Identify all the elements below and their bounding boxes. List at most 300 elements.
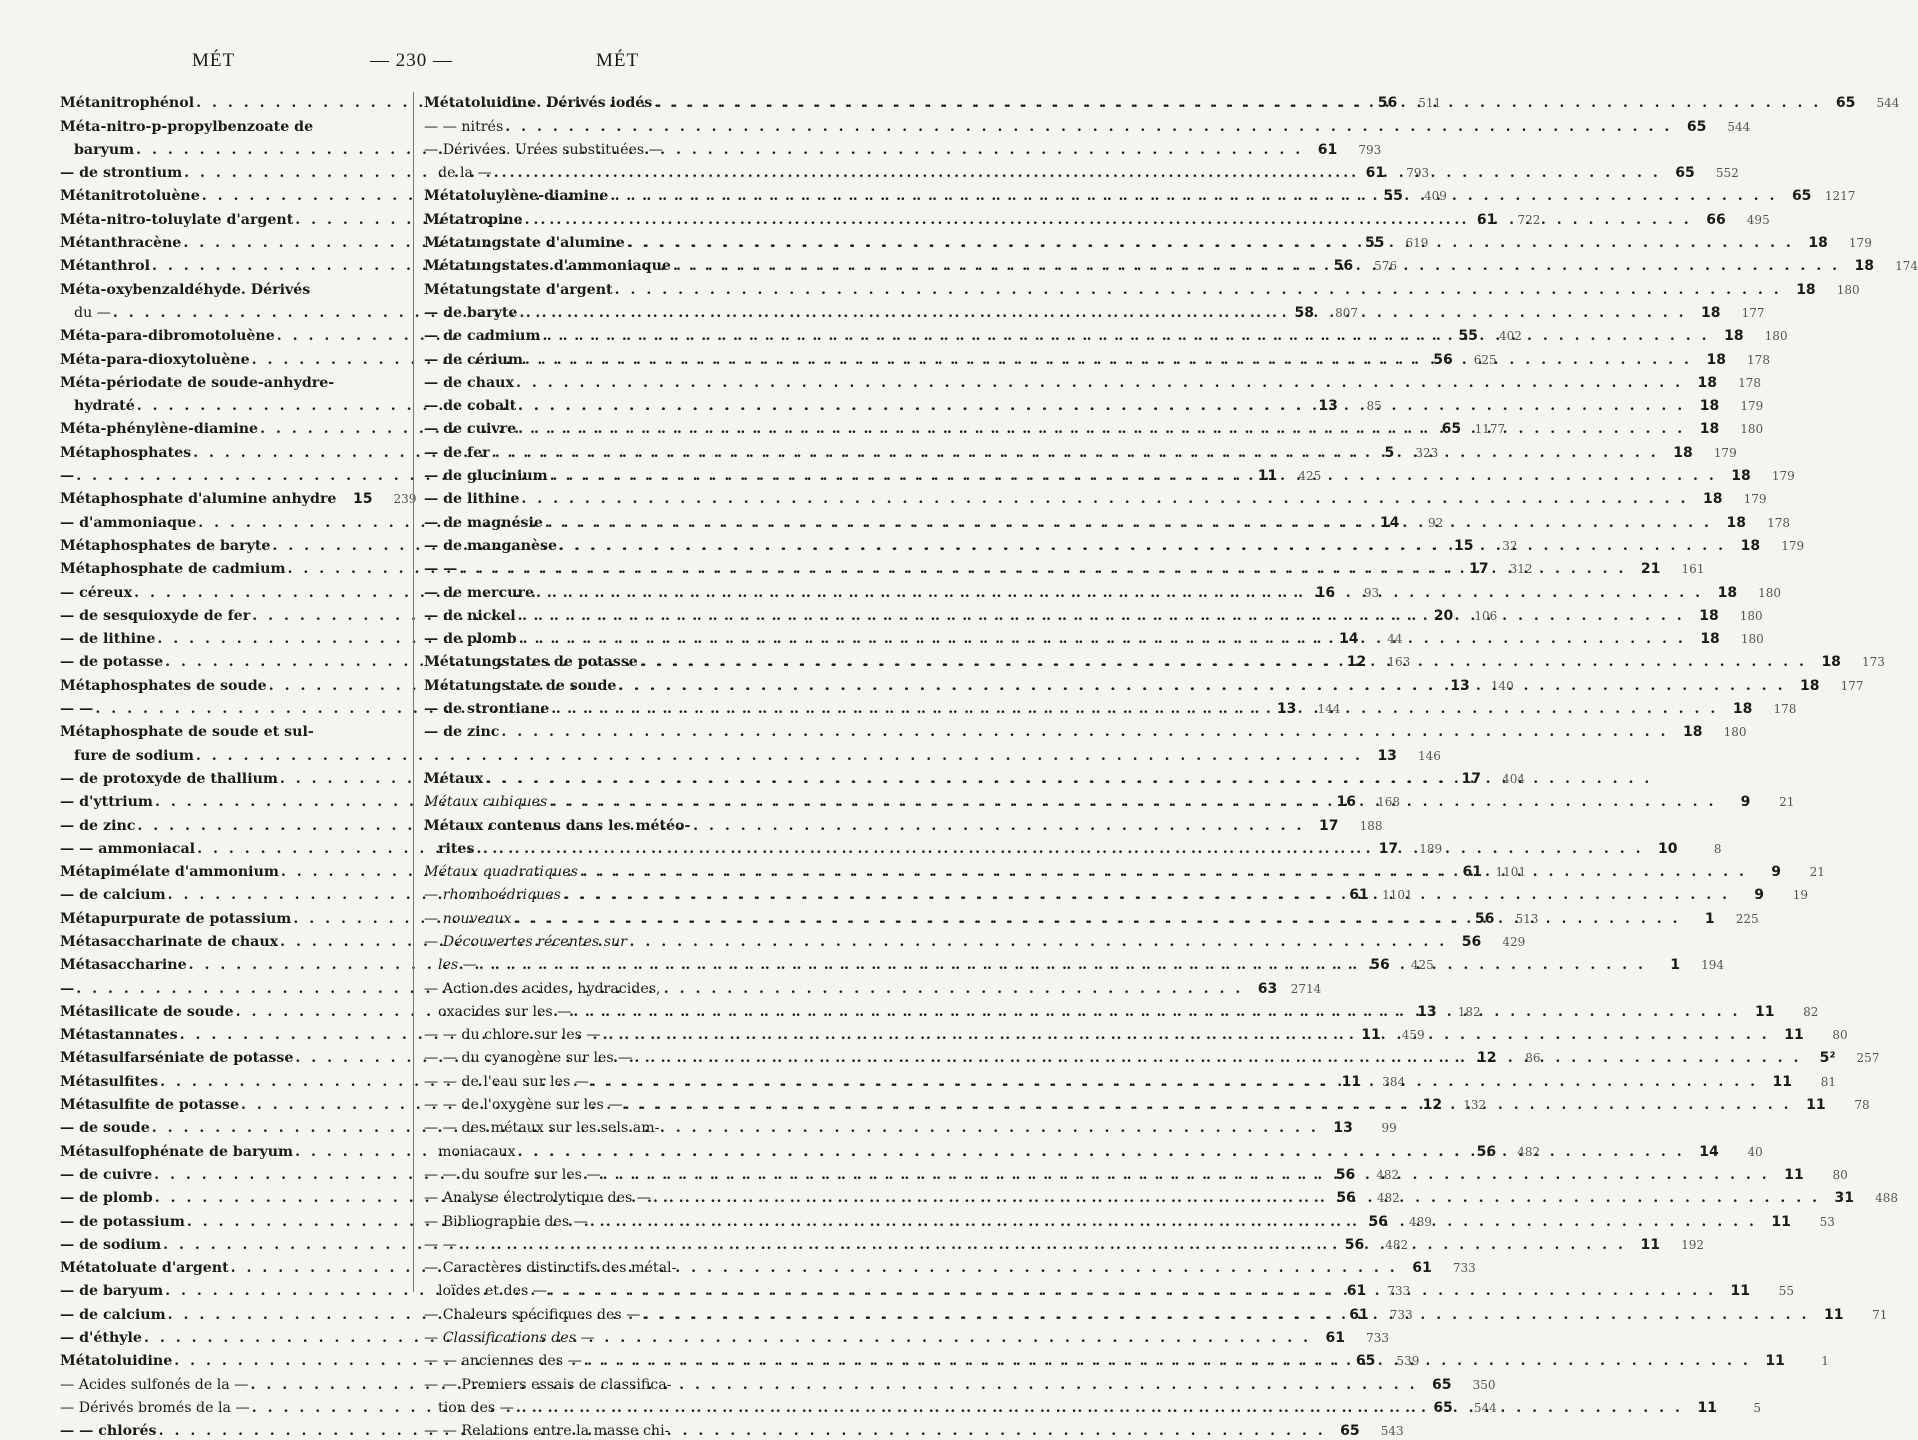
entry-volume: 16: [1315, 584, 1336, 601]
entry-term: Métasilicate de soude: [60, 1003, 234, 1020]
entry-volume: 61: [1325, 1330, 1346, 1347]
entry-page: 179: [1771, 469, 1795, 484]
dot-leader: [563, 887, 1730, 904]
dot-leader: [573, 1004, 1740, 1021]
entry-page: 257: [1856, 1051, 1880, 1066]
entry-volume: 9: [1740, 794, 1751, 811]
entry-volume: 61: [1462, 864, 1482, 881]
entry-term: Métaphosphates de soude: [60, 677, 267, 694]
entry-page: 178: [1747, 352, 1770, 367]
dot-leader: [518, 1144, 1685, 1161]
entry-term: Métatropine: [424, 211, 523, 228]
index-entry: [424, 1114, 774, 1137]
entry-volume: 63: [1257, 980, 1278, 997]
entry-page: 5: [1753, 1400, 1761, 1415]
entry-term: Métanthracène: [60, 235, 182, 252]
entry-page: 180: [1739, 608, 1763, 623]
dot-leader: [559, 538, 1726, 555]
entry-volume: 1: [1670, 957, 1680, 974]
dot-leader: [231, 1260, 1398, 1277]
entry-page: 511: [1418, 96, 1442, 111]
dot-leader: [591, 1074, 1758, 1091]
entry-page: 409: [1423, 189, 1447, 204]
entry-volume: 1: [1704, 910, 1715, 927]
page-number: — 230 —: [370, 50, 453, 71]
entry-volume: 65: [1791, 188, 1812, 205]
entry-term: — de lithine: [424, 491, 520, 508]
entry-volume: 18: [1673, 444, 1693, 461]
index-entry: [424, 765, 774, 788]
entry-page: 179: [1848, 236, 1872, 251]
entry-page: 180: [1764, 329, 1788, 344]
dot-leader: [521, 491, 1688, 508]
entry-term: — Dérivées. Urées substituées —: [424, 141, 663, 158]
entry-term: — d'éthyle: [60, 1330, 142, 1347]
index-entry: [424, 1370, 774, 1393]
entry-term: — de sesquioxyde de fer: [60, 607, 251, 624]
entry-page: 55: [1778, 1284, 1795, 1299]
entry-volume: 18: [1699, 607, 1719, 624]
entry-term: — —: [60, 701, 94, 718]
entry-term: Métatungstate d'alumine: [424, 235, 625, 252]
entry-volume: 65: [1835, 95, 1856, 112]
entry-page: 482: [1376, 1167, 1400, 1182]
entry-term: Métatungstate de soude: [424, 677, 617, 694]
entry-page: 180: [1723, 725, 1747, 740]
dot-leader: [642, 1307, 1809, 1324]
entry-volume: 56: [1377, 95, 1398, 112]
dot-leader: [514, 911, 1681, 928]
entry-volume: 11: [1784, 1027, 1804, 1044]
entry-volume: 31: [1834, 1190, 1855, 1207]
entry-term: — — Premiers essais de classifica-: [424, 1376, 672, 1393]
entry-volume: 56: [1433, 351, 1453, 368]
entry-volume: 12: [1346, 654, 1367, 671]
entry-page: 179: [1781, 538, 1805, 553]
entry-term: — Analyse électrolytique des —: [424, 1190, 651, 1207]
entry-volume: 65: [1340, 1423, 1360, 1440]
entry-volume: 13: [1333, 1120, 1353, 1137]
entry-term: — — de l'eau sur les —: [424, 1073, 589, 1090]
dot-leader: [550, 468, 1717, 485]
entry-volume: 65: [1441, 421, 1462, 438]
entry-term: Métasaccharine: [60, 957, 187, 974]
entry-volume: 11: [1754, 1003, 1775, 1020]
entry-term: — de baryte: [424, 304, 518, 321]
entry-volume: 56: [1476, 1143, 1497, 1160]
entry-page: 402: [1498, 329, 1522, 344]
entry-page: 144: [1317, 702, 1341, 717]
entry-volume: 18: [1740, 537, 1761, 554]
index-entry: [424, 928, 774, 951]
entry-volume: 17: [1319, 817, 1339, 834]
entry-page: 1177: [1474, 422, 1506, 437]
entry-term: — de lithine: [60, 631, 156, 648]
entry-volume: 18: [1731, 468, 1751, 485]
entry-volume: 14: [1339, 631, 1359, 648]
dot-leader: [603, 1167, 1770, 1184]
entry-volume: 61: [1317, 141, 1338, 158]
entry-page: 625: [1473, 352, 1497, 367]
entry-term: Méta-nitro-toluylate d'argent: [60, 211, 294, 228]
entry-volume: 17: [1461, 770, 1481, 787]
entry-page: 19: [1792, 888, 1809, 903]
entry-page: 179: [1743, 492, 1767, 507]
entry-volume: 18: [1701, 304, 1721, 321]
entry-term: Métatoluate d'argent: [60, 1260, 229, 1277]
index-entry: [424, 275, 1860, 298]
entry-term: Métatoluidine: [60, 1353, 173, 1370]
entry-volume: 66: [1706, 211, 1726, 228]
entry-volume: 18: [1854, 258, 1875, 275]
entry-term: — nouveaux: [424, 910, 512, 927]
page-header: [0, 50, 800, 80]
entry-page: 488: [1875, 1191, 1899, 1206]
entry-page: 192: [1681, 1237, 1704, 1252]
entry-page: 86: [1525, 1051, 1541, 1066]
dot-leader: [485, 771, 1652, 788]
entry-term: — de plomb: [60, 1190, 153, 1207]
entry-term: Méta-para-dibromotoluène: [60, 328, 275, 345]
entry-volume: 55: [1383, 188, 1403, 205]
dot-leader: [543, 328, 1710, 345]
dot-leader: [634, 1050, 1801, 1067]
entry-page: 132: [1463, 1098, 1487, 1113]
dot-leader: [479, 957, 1646, 974]
entry-page: 1217: [1824, 189, 1856, 204]
entry-term: — céreux: [60, 584, 133, 601]
entry-volume: 18: [1821, 654, 1841, 671]
entry-term: oxacides sur les —: [438, 1003, 572, 1020]
entry-term: Métaphosphate d'alumine anhydre: [60, 491, 337, 508]
entry-term: —: [60, 980, 75, 997]
entry-page: 552: [1715, 166, 1739, 181]
entry-page: 194: [1701, 958, 1724, 973]
entry-page: 168: [1377, 795, 1401, 810]
entry-term: — Classifications des —: [424, 1330, 595, 1347]
entry-term: Métaux quadratiques: [424, 864, 578, 881]
entry-term: Métasulfarséniate de potasse: [60, 1050, 294, 1067]
entry-term: — Acides sulfonés de la —: [60, 1376, 249, 1393]
entry-term: rites: [438, 840, 475, 857]
entry-page: 178: [1738, 375, 1762, 390]
dot-leader: [518, 398, 1685, 415]
entry-term: Métanthrol: [60, 258, 150, 275]
entry-page: 173: [1862, 655, 1885, 670]
entry-volume: 65: [1432, 1376, 1452, 1393]
entry-volume: 18: [1796, 281, 1816, 298]
dot-leader: [640, 654, 1807, 671]
entry-volume: 13: [1417, 1003, 1437, 1020]
entry-volume: 11: [1361, 1027, 1381, 1044]
dot-leader: [519, 305, 1686, 322]
entry-volume: 11: [1771, 1213, 1791, 1230]
entry-volume: 11: [1341, 1073, 1362, 1090]
entry-term: — de chaux: [424, 374, 514, 391]
entry-term: Méta-para-dioxytoluène: [60, 351, 250, 368]
entry-term: baryum: [74, 141, 135, 158]
entry-volume: 21: [1640, 561, 1661, 578]
entry-volume: 65: [1433, 1399, 1453, 1416]
index-entry: [60, 112, 404, 135]
entry-volume: 12: [1422, 1097, 1443, 1114]
entry-page: 189: [1419, 841, 1443, 856]
index-entry: [60, 369, 404, 392]
entry-page: 733: [1389, 1307, 1413, 1322]
index-entry: [424, 485, 1767, 508]
entry-page: 163: [1387, 655, 1411, 670]
entry-term: Métaphosphate de soude et sul-: [60, 724, 314, 741]
dot-leader: [580, 864, 1747, 881]
entry-term: Métastannates: [60, 1027, 178, 1044]
entry-page: 482: [1517, 1144, 1541, 1159]
entry-page: 178: [1767, 515, 1790, 530]
entry-term: — — du soufre sur les —: [424, 1166, 601, 1183]
index-entry: [424, 1417, 774, 1440]
entry-term: — — Relations entre la masse chi-: [424, 1423, 670, 1440]
entry-page: 21: [1779, 795, 1795, 810]
dot-leader: [525, 352, 1692, 369]
entry-page: 179: [1713, 445, 1737, 460]
entry-page: 188: [1359, 818, 1383, 833]
entry-page: 161: [1681, 562, 1705, 577]
entry-term: — de magnésie: [424, 514, 543, 531]
entry-term: — de sodium: [60, 1236, 162, 1253]
entry-term: du —: [74, 304, 111, 321]
index-entry: [424, 369, 1762, 392]
entry-term: loïdes et des —: [438, 1283, 547, 1300]
entry-page: 179: [1740, 399, 1764, 414]
entry-page: 312: [1509, 562, 1533, 577]
entry-page: 323: [1415, 445, 1439, 460]
entry-term: Métapurpurate de potassium: [60, 910, 292, 927]
entry-page: 180: [1758, 585, 1782, 600]
entry-term: Métatoluylène-diamine: [424, 188, 609, 205]
index-entry: [60, 741, 1441, 764]
entry-volume: 18: [1800, 677, 1820, 694]
entry-volume: 15: [352, 491, 373, 508]
entry-term: — de calcium: [60, 887, 166, 904]
entry-page: 80: [1832, 1167, 1848, 1182]
entry-page: 40: [1747, 1144, 1763, 1159]
entry-term: — de cérium: [424, 351, 523, 368]
entry-term: Métatungstates d'ammoniaque: [424, 258, 671, 275]
entry-term: — de zinc: [60, 817, 136, 834]
entry-term: Méta-oxybenzaldéhyde. Dérivés: [60, 281, 311, 298]
entry-page: 177: [1840, 678, 1864, 693]
entry-term: — de strontium: [60, 165, 183, 182]
entry-page: 1101: [1495, 865, 1526, 880]
dot-leader: [501, 724, 1668, 741]
entry-volume: 20: [1433, 607, 1454, 624]
entry-page: 99: [1381, 1121, 1397, 1136]
index-entry: [60, 555, 1533, 578]
entry-term: — de mercure: [424, 584, 534, 601]
header-left: MÉT: [192, 50, 236, 71]
entry-volume: 13: [1276, 701, 1297, 718]
entry-term: — de fer: [424, 444, 490, 461]
entry-volume: 18: [1732, 701, 1753, 718]
entry-page: 425: [1410, 958, 1434, 973]
entry-page: 8: [1713, 841, 1722, 856]
entry-volume: 65: [1355, 1353, 1376, 1370]
entry-volume: 18: [1726, 514, 1746, 531]
entry-page: 495: [1746, 212, 1770, 227]
entry-volume: 11: [1772, 1073, 1793, 1090]
entry-volume: 56: [1344, 1236, 1365, 1253]
entry-page: 178: [1773, 702, 1797, 717]
entry-term: — — ammoniacal: [60, 840, 196, 857]
entry-term: — de cadmium: [424, 328, 541, 345]
entry-page: 174: [1895, 259, 1918, 274]
dot-leader: [459, 561, 1626, 578]
entry-page: 576: [1374, 259, 1398, 274]
entry-page: 92: [1428, 515, 1444, 530]
dot-leader: [516, 1400, 1683, 1417]
dot-leader: [518, 421, 1685, 438]
dot-leader: [673, 258, 1840, 275]
dot-leader: [518, 608, 1685, 625]
entry-volume: 15: [1454, 537, 1474, 554]
entry-volume: 11: [1697, 1399, 1717, 1416]
dot-leader: [525, 212, 1692, 229]
entry-page: 489: [1409, 1214, 1432, 1229]
dot-leader: [549, 794, 1716, 811]
entry-volume: 56: [1333, 258, 1354, 275]
entry-term: les —: [438, 957, 477, 974]
entry-term: Métasulfophénate de baryum: [60, 1143, 294, 1160]
entry-volume: 11: [1765, 1353, 1785, 1370]
entry-volume: 61: [1412, 1260, 1432, 1277]
entry-volume: 18: [1697, 374, 1718, 391]
entry-page: 85: [1366, 399, 1382, 414]
dot-leader: [492, 445, 1659, 462]
index-entry: [424, 112, 1751, 135]
entry-page: 180: [1740, 422, 1764, 437]
dot-leader: [625, 1097, 1792, 1114]
dot-leader: [476, 841, 1643, 858]
index-entry: [424, 136, 774, 159]
dot-leader: [653, 1190, 1820, 1207]
entry-page: 544: [1473, 1400, 1497, 1415]
entry-term: — de cobalt: [424, 398, 517, 415]
entry-term: de la —: [438, 165, 492, 182]
entry-page: 544: [1876, 96, 1900, 111]
entry-term: Métasulfites: [60, 1073, 159, 1090]
entry-volume: 65: [1675, 165, 1695, 182]
entry-term: Méta-périodate de soude-anhydre-: [60, 374, 335, 391]
entry-volume: 61: [1476, 211, 1497, 228]
entry-term: tion des —: [438, 1399, 514, 1416]
dot-leader: [459, 1237, 1626, 1254]
entry-volume: 14: [1379, 514, 1400, 531]
entry-volume: 18: [1717, 584, 1738, 601]
entry-volume: 11: [1640, 1236, 1660, 1253]
entry-volume: 14: [1699, 1143, 1719, 1160]
entry-volume: 56: [1368, 1213, 1388, 1230]
entry-page: 733: [1366, 1331, 1390, 1346]
entry-volume: 5²: [1819, 1050, 1836, 1067]
entry-term: — d'yttrium: [60, 794, 153, 811]
entry-page: 32: [1502, 538, 1518, 553]
entry-term: Métatoluidine. Dérivés iodés: [424, 95, 653, 112]
entry-term: — de strontiane: [424, 701, 550, 718]
entry-volume: 13: [1318, 398, 1338, 415]
entry-term: — de manganèse: [424, 537, 558, 554]
dot-leader: [536, 585, 1703, 602]
entry-volume: 61: [1349, 1306, 1369, 1323]
entry-page: 544: [1727, 119, 1751, 134]
dot-leader: [603, 1027, 1770, 1044]
entry-term: Métaphosphates de baryte: [60, 537, 271, 554]
entry-term: Métaux: [424, 770, 484, 787]
dot-leader: [549, 1283, 1716, 1300]
entry-volume: 58: [1294, 304, 1314, 321]
dot-leader: [584, 1353, 1751, 1370]
entry-volume: 11: [1730, 1283, 1751, 1300]
entry-volume: 17: [1378, 840, 1399, 857]
entry-page: 146: [1418, 748, 1441, 763]
index-entry: [424, 1254, 774, 1277]
entry-volume: 13: [1450, 677, 1470, 694]
entry-page: 722: [1517, 212, 1541, 227]
entry-term: — — nitrés: [424, 118, 504, 135]
entry-term: — — anciennes des —: [424, 1353, 582, 1370]
entry-page: 93: [1363, 585, 1380, 600]
entry-page: 793: [1358, 142, 1382, 157]
index-entry: [424, 741, 774, 764]
entry-term: — — du chlore sur les —: [424, 1027, 601, 1044]
entry-term: — de nickel: [424, 607, 516, 624]
dot-leader: [654, 95, 1821, 112]
entry-term: — d'ammoniaque: [60, 514, 197, 531]
entry-volume: 18: [1703, 491, 1723, 508]
entry-volume: 16: [1336, 794, 1357, 811]
entry-term: — Action des acides, hydracides,: [424, 980, 661, 997]
entry-term: — de plomb: [424, 631, 517, 648]
entry-page: 78: [1854, 1098, 1870, 1113]
entry-term: — Bibliographie des —: [424, 1213, 588, 1230]
dot-leader: [494, 165, 1661, 182]
entry-page: 404: [1502, 771, 1525, 786]
entry-volume: 12: [1476, 1050, 1497, 1067]
entry-volume: 56: [1474, 910, 1495, 927]
entry-term: Métaux contenus dans les météo-: [424, 817, 691, 834]
entry-term: — — chlorés: [60, 1423, 157, 1440]
entry-page: 482: [1376, 1191, 1400, 1206]
dot-leader: [610, 188, 1777, 205]
entry-page: 81: [1820, 1074, 1837, 1089]
entry-page: 82: [1803, 1004, 1819, 1019]
entry-term: Méta-phénylène-diamine: [60, 421, 259, 438]
entry-term: moniacaux: [438, 1143, 516, 1160]
entry-term: — de cuivre: [424, 421, 517, 438]
entry-term: —: [60, 468, 75, 485]
entry-volume: 55: [1364, 235, 1385, 252]
entry-volume: 10: [1658, 840, 1678, 857]
entry-volume: 18: [1724, 328, 1744, 345]
entry-page: 429: [1502, 934, 1526, 949]
entry-page: 543: [1380, 1424, 1404, 1439]
dot-leader: [551, 701, 1718, 718]
entry-page: 619: [1405, 236, 1429, 251]
index-entry: [424, 811, 774, 834]
entry-term: — rhomboédriques: [424, 887, 561, 904]
entry-volume: 18: [1706, 351, 1726, 368]
entry-page: 140: [1490, 678, 1514, 693]
entry-volume: 61: [1365, 165, 1386, 182]
index-entry: [424, 1324, 774, 1347]
